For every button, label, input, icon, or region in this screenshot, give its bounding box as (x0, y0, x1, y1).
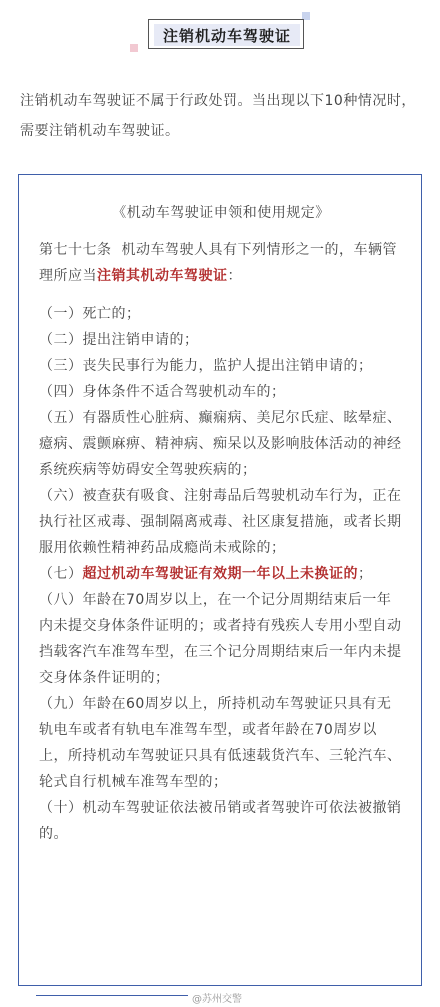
regulation-title: 《机动车驾驶证申领和使用规定》 (112, 205, 330, 221)
article-emphasis: 注销其机动车驾驶证 (97, 268, 228, 284)
header (0, 0, 440, 70)
list-item-7 (39, 561, 403, 587)
list-item-7-emphasis: 超过机动车驾驶证有效期一年以上未换证的 (82, 566, 358, 582)
list-item-2: （二）提出注销申请的； (39, 332, 199, 348)
bottom-accent-line (36, 995, 188, 996)
article-colon: ： (227, 268, 242, 284)
list-item-10: （十）机动车驾驶证依法被吊销或者驾驶许可依法被撤销的。 (39, 800, 402, 842)
list-item-7-prefix: （七） (39, 566, 83, 582)
article-number: 第七十七条 (39, 242, 112, 258)
decorative-square-pink (130, 44, 138, 52)
list-item-4: （四）身体条件不适合驾驶机动车的； (39, 384, 286, 400)
regulation-content (39, 203, 403, 847)
list-item-9: （九）年龄在60周岁以上，所持机动车驾驶证只具有无轨电车或者有轨电车准驾车型，或者年龄在70周岁以上，所持机动车驾驶证只具有低速载货汽车、三轮汽车、轮式自行机械车准驾车型的； (39, 696, 402, 790)
list-item-7-suffix: ； (358, 566, 373, 582)
regulation-quote-box (18, 174, 422, 986)
list-item-1: （一）死亡的； (39, 306, 141, 322)
watermark: @苏州交警 (192, 994, 242, 1005)
list-item-3: （三）丧失民事行为能力，监护人提出注销申请的； (39, 358, 373, 374)
article-text: 机动车驾驶人具有下列情形之一的，车辆管理所应当 (39, 242, 397, 284)
article-paragraph (39, 237, 403, 289)
page-title: 注销机动车驾驶证 (154, 24, 300, 46)
list-item-5: （五）有器质性心脏病、癫痫病、美尼尔氏症、眩晕症、癔病、震颤麻痹、精神病、痴呆以及影响肢体活动的神经系统疾病等妨碍安全驾驶疾病的； (39, 410, 402, 478)
list-item-8: （八）年龄在70周岁以上，在一个记分周期结束后一年内未提交身体条件证明的；或者持有残疾人专用小型自动挡载客汽车准驾车型，在三个记分周期结束后一年内未提交身体条件证明的； (39, 592, 402, 686)
list-item-6: （六）被查获有吸食、注射毒品后驾驶机动车行为，正在执行社区戒毒、强制隔离戒毒、社区康复措施，或者长期服用依赖性精神药品成瘾尚未戒除的； (39, 488, 402, 556)
intro-paragraph: 注销机动车驾驶证不属于行政处罚。当出现以下10种情况时，需要注销机动车驾驶证。 (20, 93, 416, 139)
